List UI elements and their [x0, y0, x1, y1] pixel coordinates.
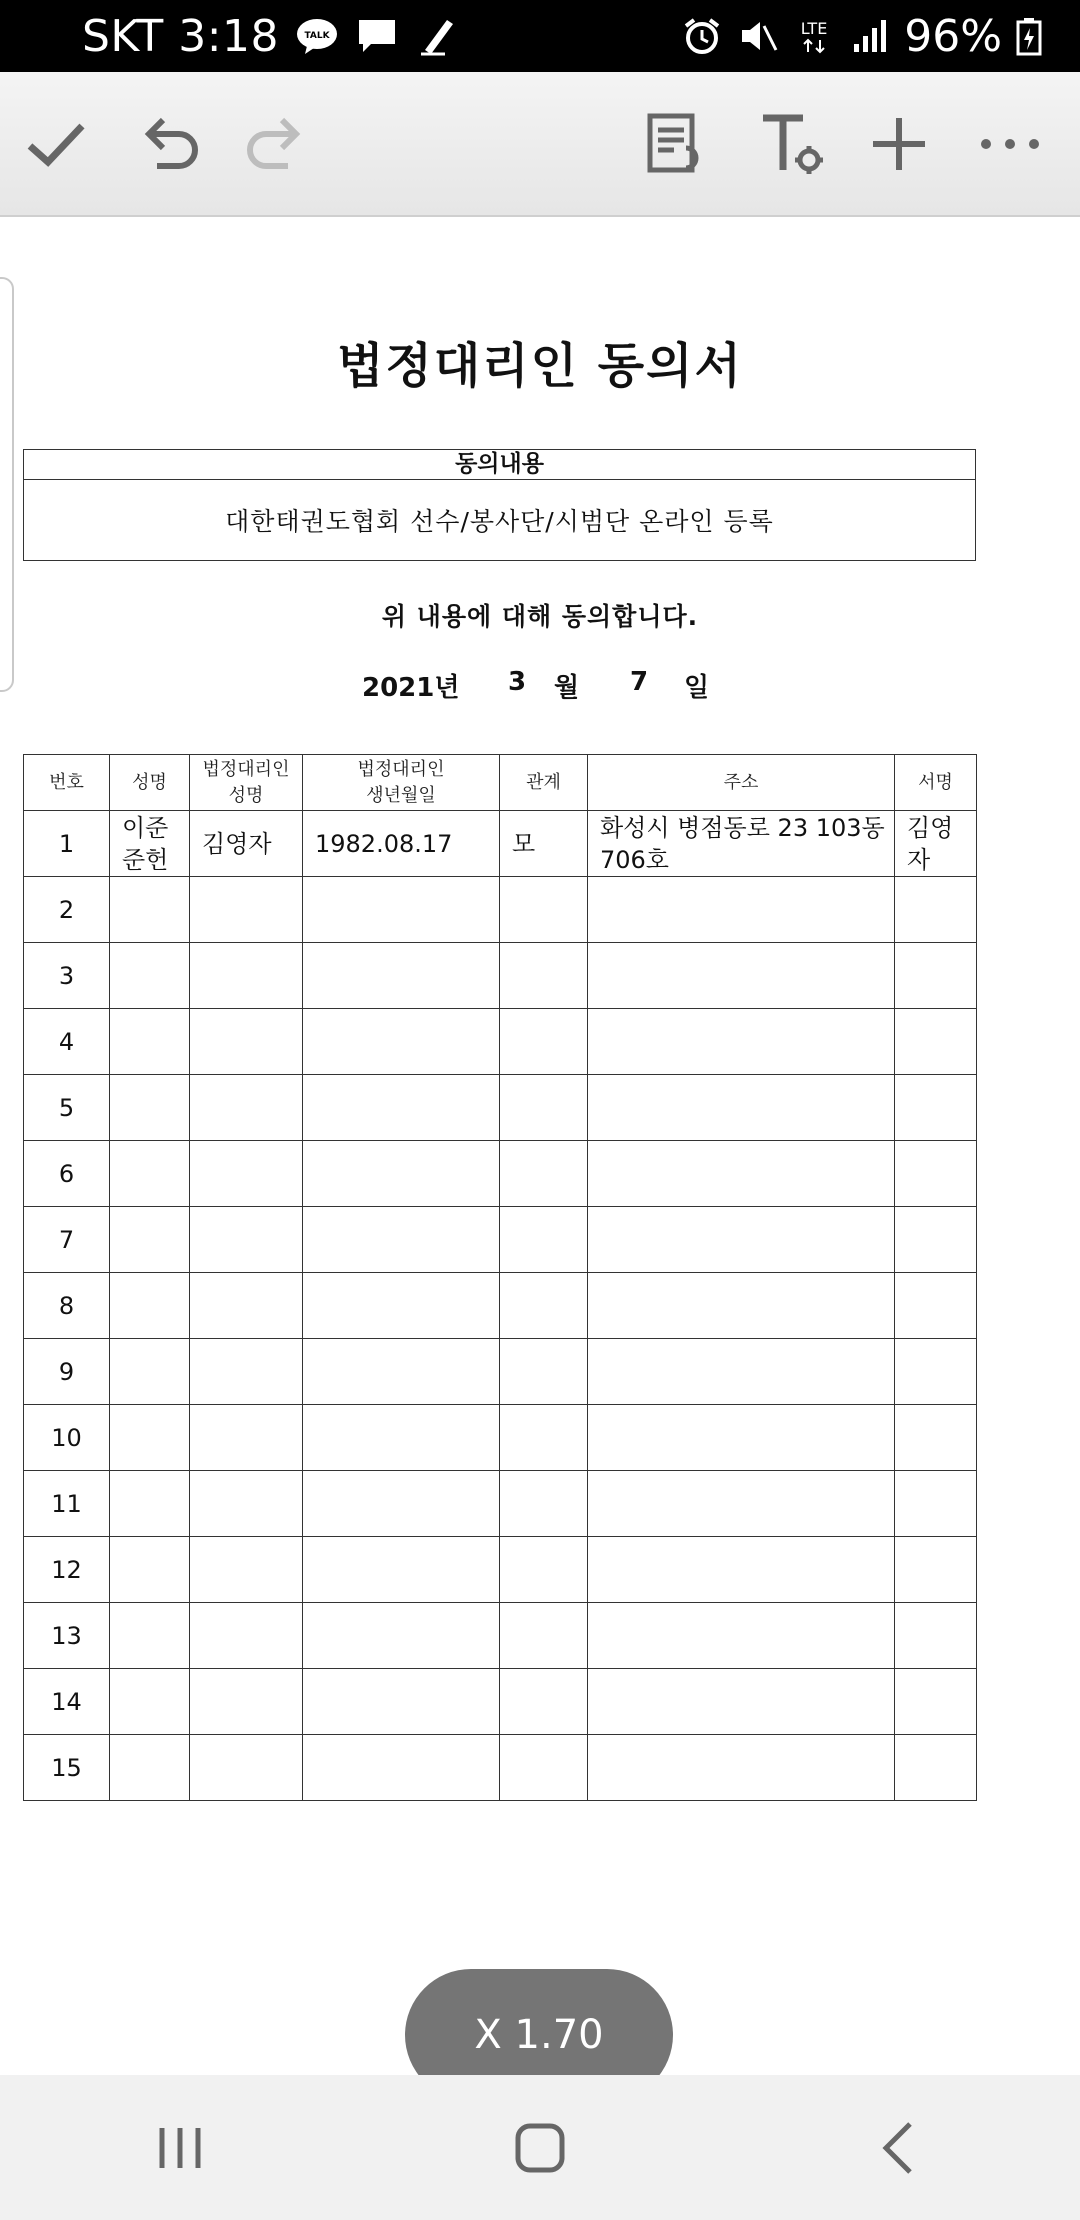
- cell-rep-name[interactable]: [190, 1405, 303, 1471]
- cell-rep-name[interactable]: [190, 943, 303, 1009]
- cell-relation[interactable]: [500, 1009, 588, 1075]
- cell-address[interactable]: [588, 1339, 895, 1405]
- date-year: 2021년: [362, 673, 460, 703]
- table-header-row: [24, 755, 977, 811]
- check-button[interactable]: [12, 100, 100, 188]
- cell-rep-birth[interactable]: [303, 1009, 500, 1075]
- consent-table: [23, 754, 977, 1801]
- table-row: [24, 1537, 977, 1603]
- cell-address[interactable]: [588, 943, 895, 1009]
- cell-number[interactable]: 7: [24, 1207, 110, 1273]
- cell-number[interactable]: 3: [24, 943, 110, 1009]
- table-row: [24, 1735, 977, 1801]
- cell-sign[interactable]: [895, 1405, 977, 1471]
- cell-relation[interactable]: [500, 1735, 588, 1801]
- table-row: [24, 1471, 977, 1537]
- cell-sign[interactable]: [895, 1141, 977, 1207]
- zoom-level-toast: X 1.70: [405, 1969, 673, 2075]
- header-rep-name-line2: 성명: [228, 784, 264, 806]
- date-day-number: 7: [630, 667, 649, 697]
- cell-address[interactable]: [588, 1537, 895, 1603]
- cell-number[interactable]: 15: [24, 1735, 110, 1801]
- cell-rep-birth[interactable]: [303, 1471, 500, 1537]
- cell-address[interactable]: [588, 1273, 895, 1339]
- date-day-label: 일: [684, 673, 710, 703]
- table-row: [24, 1075, 977, 1141]
- document-title: 법정대리인 동의서: [337, 338, 743, 394]
- cell-address[interactable]: [588, 877, 895, 943]
- text-settings-icon: [755, 108, 827, 180]
- cell-number[interactable]: 11: [24, 1471, 110, 1537]
- table-body: [24, 811, 977, 1801]
- cell-sign[interactable]: [895, 1537, 977, 1603]
- cell-rep-birth[interactable]: 1982.08.17: [303, 811, 500, 877]
- header-number: 번호: [24, 755, 110, 811]
- cell-rep-birth[interactable]: [303, 1405, 500, 1471]
- table-row: [24, 1273, 977, 1339]
- text-layout-icon: [640, 108, 712, 180]
- battery-icon: [1014, 16, 1044, 56]
- back-button[interactable]: [840, 2098, 960, 2198]
- header-relation: 관계: [500, 755, 588, 811]
- cell-name[interactable]: 이준 준헌: [110, 811, 190, 877]
- more-icon: [974, 108, 1046, 180]
- cell-relation[interactable]: [500, 1603, 588, 1669]
- header-rep-birth: [303, 755, 500, 811]
- cell-sign[interactable]: [895, 943, 977, 1009]
- cell-relation[interactable]: 모: [500, 811, 588, 877]
- home-button[interactable]: [480, 2098, 600, 2198]
- cell-sign[interactable]: [895, 1009, 977, 1075]
- cell-rep-name[interactable]: [190, 1735, 303, 1801]
- cell-relation[interactable]: [500, 877, 588, 943]
- cell-sign[interactable]: [895, 877, 977, 943]
- add-button[interactable]: [855, 100, 943, 188]
- more-button[interactable]: [966, 100, 1054, 188]
- plus-icon: [863, 108, 935, 180]
- cell-rep-birth[interactable]: [303, 1207, 500, 1273]
- header-name: 성명: [110, 755, 190, 811]
- message-icon: [355, 16, 399, 56]
- cell-address[interactable]: [588, 1405, 895, 1471]
- table-row: [24, 1207, 977, 1273]
- recent-apps-button[interactable]: [120, 2098, 240, 2198]
- cell-rep-name[interactable]: [190, 1075, 303, 1141]
- cell-name[interactable]: [110, 1405, 190, 1471]
- cell-rep-birth[interactable]: [303, 1273, 500, 1339]
- cell-rep-birth[interactable]: [303, 943, 500, 1009]
- cell-rep-name[interactable]: [190, 1603, 303, 1669]
- cell-address[interactable]: [588, 1009, 895, 1075]
- text-layout-button[interactable]: [632, 100, 720, 188]
- header-rep-birth-line2: 생년월일: [366, 784, 436, 806]
- date-line: [362, 667, 709, 704]
- cell-name[interactable]: [110, 1273, 190, 1339]
- cell-rep-birth[interactable]: [303, 1735, 500, 1801]
- cell-number[interactable]: 14: [24, 1669, 110, 1735]
- signal-icon: [848, 16, 892, 56]
- cell-relation[interactable]: [500, 1339, 588, 1405]
- talk-label: TALK: [304, 31, 330, 41]
- cell-rep-name[interactable]: [190, 1537, 303, 1603]
- table-row: [24, 1339, 977, 1405]
- kakaotalk-icon: [295, 16, 339, 56]
- cell-rep-birth[interactable]: [303, 1339, 500, 1405]
- cell-number[interactable]: 10: [24, 1405, 110, 1471]
- date-month-label: 월: [554, 673, 580, 703]
- header-rep-name-line1: 법정대리인: [202, 758, 290, 780]
- cell-number[interactable]: 1: [24, 811, 110, 877]
- cell-rep-name[interactable]: [190, 1471, 303, 1537]
- cell-address[interactable]: [588, 1141, 895, 1207]
- cell-rep-name[interactable]: 김영자: [190, 811, 303, 877]
- cell-address[interactable]: [588, 1603, 895, 1669]
- cell-address[interactable]: [588, 1075, 895, 1141]
- consent-header: 동의내용: [24, 450, 975, 480]
- check-icon: [20, 108, 92, 180]
- cell-address[interactable]: [588, 1735, 895, 1801]
- lte-icon: [792, 16, 836, 56]
- editor-toolbar: [0, 72, 1080, 217]
- navigation-bar: [0, 2075, 1080, 2220]
- cell-number[interactable]: 9: [24, 1339, 110, 1405]
- cell-relation[interactable]: [500, 1273, 588, 1339]
- cell-sign[interactable]: [895, 1207, 977, 1273]
- cell-number[interactable]: 4: [24, 1009, 110, 1075]
- carrier-time: SKT 3:18: [82, 10, 280, 62]
- cell-relation[interactable]: [500, 1405, 588, 1471]
- cell-rep-birth[interactable]: [303, 1141, 500, 1207]
- cell-sign[interactable]: [895, 1603, 977, 1669]
- cell-address[interactable]: 화성시 병점동로 23 103동 706호: [588, 811, 895, 877]
- cell-number[interactable]: 8: [24, 1273, 110, 1339]
- cell-rep-name[interactable]: [190, 1207, 303, 1273]
- cell-rep-birth[interactable]: [303, 1075, 500, 1141]
- cell-sign[interactable]: 김영 자: [895, 811, 977, 877]
- status-bar: [0, 0, 1080, 72]
- consent-text: 대한태권도협회 선수/봉사단/시범단 온라인 등록: [225, 507, 774, 536]
- cell-rep-birth[interactable]: [303, 1537, 500, 1603]
- cell-relation[interactable]: [500, 1075, 588, 1141]
- cell-rep-name[interactable]: [190, 1669, 303, 1735]
- table-row: [24, 1669, 977, 1735]
- header-address: 주소: [588, 755, 895, 811]
- cell-relation[interactable]: [500, 1537, 588, 1603]
- header-rep-birth-line1: 법정대리인: [357, 758, 445, 780]
- home-icon: [508, 2116, 572, 2180]
- cell-name[interactable]: [110, 1339, 190, 1405]
- table-row: [24, 811, 977, 877]
- cell-rep-name[interactable]: [190, 1141, 303, 1207]
- cell-rep-birth[interactable]: [303, 1669, 500, 1735]
- cell-address[interactable]: [588, 1669, 895, 1735]
- cell-name[interactable]: [110, 1471, 190, 1537]
- cell-name[interactable]: [110, 1207, 190, 1273]
- cell-name[interactable]: [110, 1075, 190, 1141]
- cell-relation[interactable]: [500, 1141, 588, 1207]
- cell-name[interactable]: [110, 1141, 190, 1207]
- table-row: [24, 1603, 977, 1669]
- redo-icon: [240, 108, 312, 180]
- cell-number[interactable]: 2: [24, 877, 110, 943]
- text-settings-button[interactable]: [747, 100, 835, 188]
- table-row: [24, 877, 977, 943]
- undo-button[interactable]: [125, 100, 213, 188]
- lte-label: LTE: [800, 19, 828, 38]
- consent-box: [23, 449, 976, 561]
- redo-button[interactable]: [232, 100, 320, 188]
- cell-name[interactable]: [110, 877, 190, 943]
- cell-sign[interactable]: [895, 1339, 977, 1405]
- header-rep-name: [190, 755, 303, 811]
- cell-sign[interactable]: [895, 1471, 977, 1537]
- back-icon: [868, 2116, 932, 2180]
- cell-rep-name[interactable]: [190, 877, 303, 943]
- alarm-icon: [680, 16, 724, 56]
- cell-name[interactable]: [110, 1603, 190, 1669]
- cell-relation[interactable]: [500, 1669, 588, 1735]
- cell-number[interactable]: 6: [24, 1141, 110, 1207]
- cell-sign[interactable]: [895, 1735, 977, 1801]
- table-row: [24, 943, 977, 1009]
- agree-statement: 위 내용에 대해 동의합니다.: [381, 602, 699, 631]
- undo-icon: [133, 108, 205, 180]
- cell-address[interactable]: [588, 1207, 895, 1273]
- recent-apps-icon: [148, 2116, 212, 2180]
- cell-relation[interactable]: [500, 1471, 588, 1537]
- table-row: [24, 1405, 977, 1471]
- cell-relation[interactable]: [500, 943, 588, 1009]
- cell-rep-birth[interactable]: [303, 1603, 500, 1669]
- battery-percent: 96%: [904, 10, 1002, 62]
- cell-address[interactable]: [588, 1471, 895, 1537]
- cell-rep-name[interactable]: [190, 1009, 303, 1075]
- cell-sign[interactable]: [895, 1273, 977, 1339]
- cell-name[interactable]: [110, 943, 190, 1009]
- cell-name[interactable]: [110, 1537, 190, 1603]
- cell-relation[interactable]: [500, 1207, 588, 1273]
- cell-rep-name[interactable]: [190, 1339, 303, 1405]
- cell-rep-birth[interactable]: [303, 877, 500, 943]
- table-row: [24, 1141, 977, 1207]
- cell-number[interactable]: 12: [24, 1537, 110, 1603]
- cell-sign[interactable]: [895, 1075, 977, 1141]
- cell-rep-name[interactable]: [190, 1273, 303, 1339]
- date-month-number: 3: [508, 667, 527, 697]
- cell-name[interactable]: [110, 1735, 190, 1801]
- pen-icon: [415, 16, 459, 56]
- cell-number[interactable]: 13: [24, 1603, 110, 1669]
- cell-name[interactable]: [110, 1009, 190, 1075]
- cell-number[interactable]: 5: [24, 1075, 110, 1141]
- cell-name[interactable]: [110, 1669, 190, 1735]
- mute-icon: [736, 16, 780, 56]
- header-sign: 서명: [895, 755, 977, 811]
- table-row: [24, 1009, 977, 1075]
- document-canvas[interactable]: [0, 217, 1080, 2075]
- cell-sign[interactable]: [895, 1669, 977, 1735]
